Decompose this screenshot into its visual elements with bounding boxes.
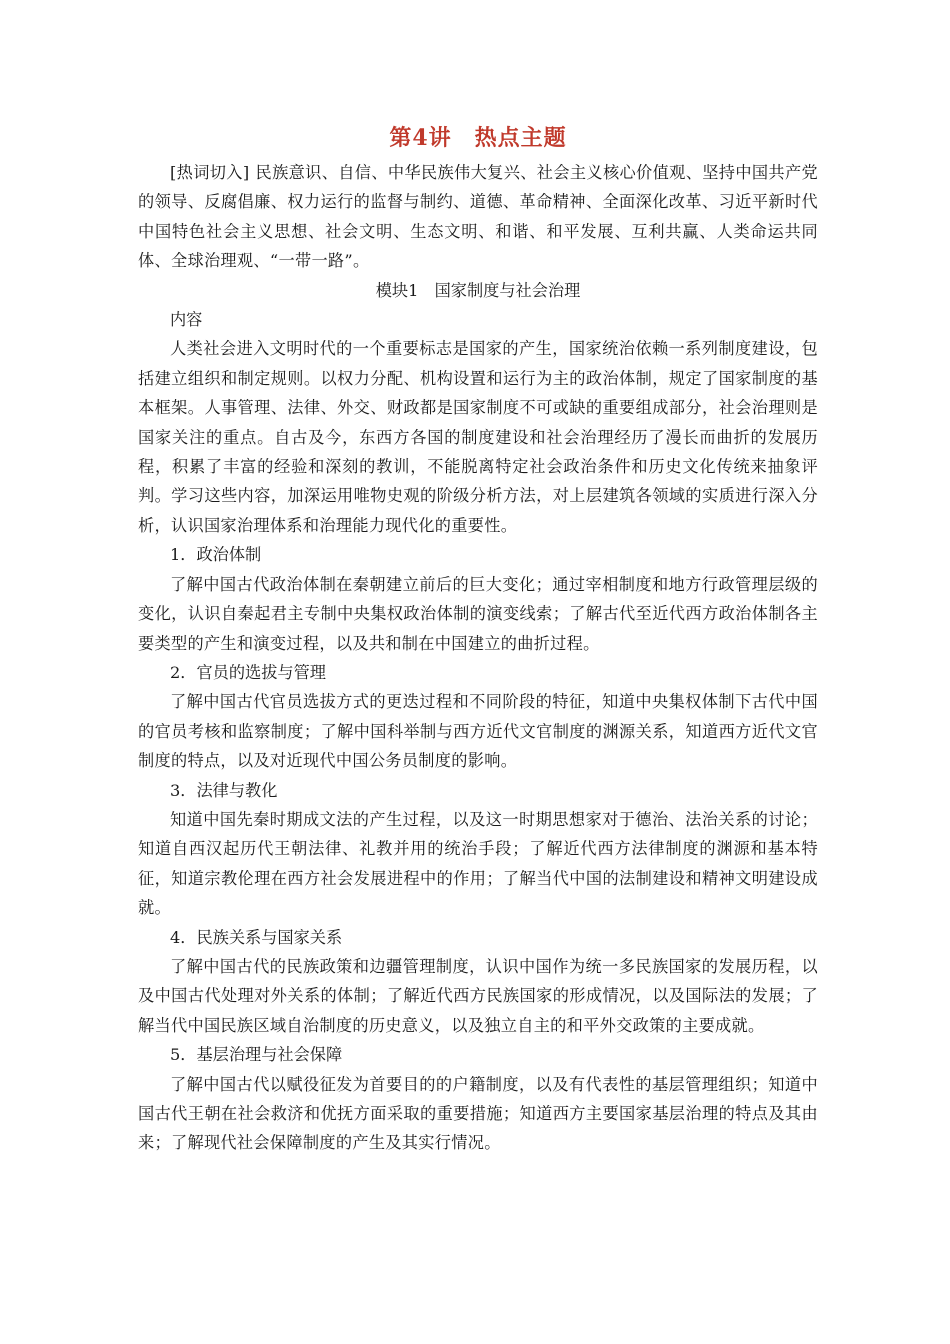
content-label: 内容: [170, 310, 203, 330]
section-heading-officials: 2．官员的选拔与管理: [170, 662, 326, 682]
section-body-political-system: 了解中国古代政治体制在秦朝建立前后的巨大变化；通过宰相制度和地方行政管理层级的变化，认识自秦起君主专制中央集权政治体制的演变线索；了解古代至近代西方政治体制各主要类型的产生和演变过程，以及共和制在中国建立的曲折过程。: [138, 574, 818, 653]
lecture-title: 第4讲 热点主题: [389, 125, 567, 151]
section-body-law: 知道中国先秦时期成文法的产生过程，以及这一时期思想家对于德治、法治关系的讨论；知道自西汉起历代王朝法律、礼教并用的统治手段；了解近代西方法律制度的渊源和基本特征，知道宗教伦理在西方社会发展进程中的作用；了解当代中国的法制建设和精神文明建设成就。: [138, 809, 818, 918]
section-body-ethnic-relations: 了解中国古代的民族政策和边疆管理制度，认识中国作为统一多民族国家的发展历程，以及中国古代处理对外关系的体制；了解近代西方民族国家的形成情况，以及国际法的发展；了解当代中国民族区域自治制度的历史意义，以及独立自主的和平外交政策的主要成就。: [138, 956, 818, 1035]
keywords-paragraph: [138, 158, 818, 276]
keywords-text: 民族意识、自信、中华民族伟大复兴、社会主义核心价值观、坚持中国共产党的领导、反腐倡廉、权力运行的监督与制约、道德、革命精神、全面深化改革、习近平新时代中国特色社会主义思想、社会文明、生态文明、和谐、和平发展、互利共赢、人类命运共同体、全球治理观、“一带一路”。: [138, 163, 818, 271]
section-heading-ethnic-relations: 4．民族关系与国家关系: [170, 927, 343, 947]
section-heading-law: 3．法律与教化: [170, 780, 278, 800]
section-body-officials: 了解中国古代官员选拔方式的更迭过程和不同阶段的特征，知道中央集权体制下古代中国的官员考核和监察制度；了解中国科举制与西方近代文官制度的渊源关系，知道西方近代文官制度的特点，以及对近现代中国公务员制度的影响。: [138, 692, 818, 771]
section-heading-political-system: 1．政治体制: [170, 545, 262, 565]
keywords-label: [热词切入]: [170, 163, 250, 182]
section-heading-grassroots: 5．基层治理与社会保障: [170, 1045, 343, 1065]
document-page: [138, 118, 818, 1158]
intro-paragraph: 人类社会进入文明时代的一个重要标志是国家的产生，国家统治依赖一系列制度建设，包括建立组织和制定规则。以权力分配、机构设置和运行为主的政治体制，规定了国家制度的基本框架。人事管理、法律、外交、财政都是国家制度不可或缺的重要组成部分，社会治理则是国家关注的重点。自古及今，东西方各国的制度建设和社会治理经历了漫长而曲折的发展历程，积累了丰富的经验和深刻的教训，不能脱离特定社会政治条件和历史文化传统来抽象评判。学习这些内容，加深运用唯物史观的阶级分析方法，对上层建筑各领域的实质进行深入分析，认识国家治理体系和治理能力现代化的重要性。: [138, 339, 818, 535]
section-body-grassroots: 了解中国古代以赋役征发为首要目的的户籍制度，以及有代表性的基层管理组织；知道中国古代王朝在社会救济和优抚方面采取的重要措施；知道西方主要国家基层治理的特点及其由来；了解现代社会保障制度的产生及其实行情况。: [138, 1074, 818, 1153]
module-title: 模块1 国家制度与社会治理: [375, 280, 581, 300]
